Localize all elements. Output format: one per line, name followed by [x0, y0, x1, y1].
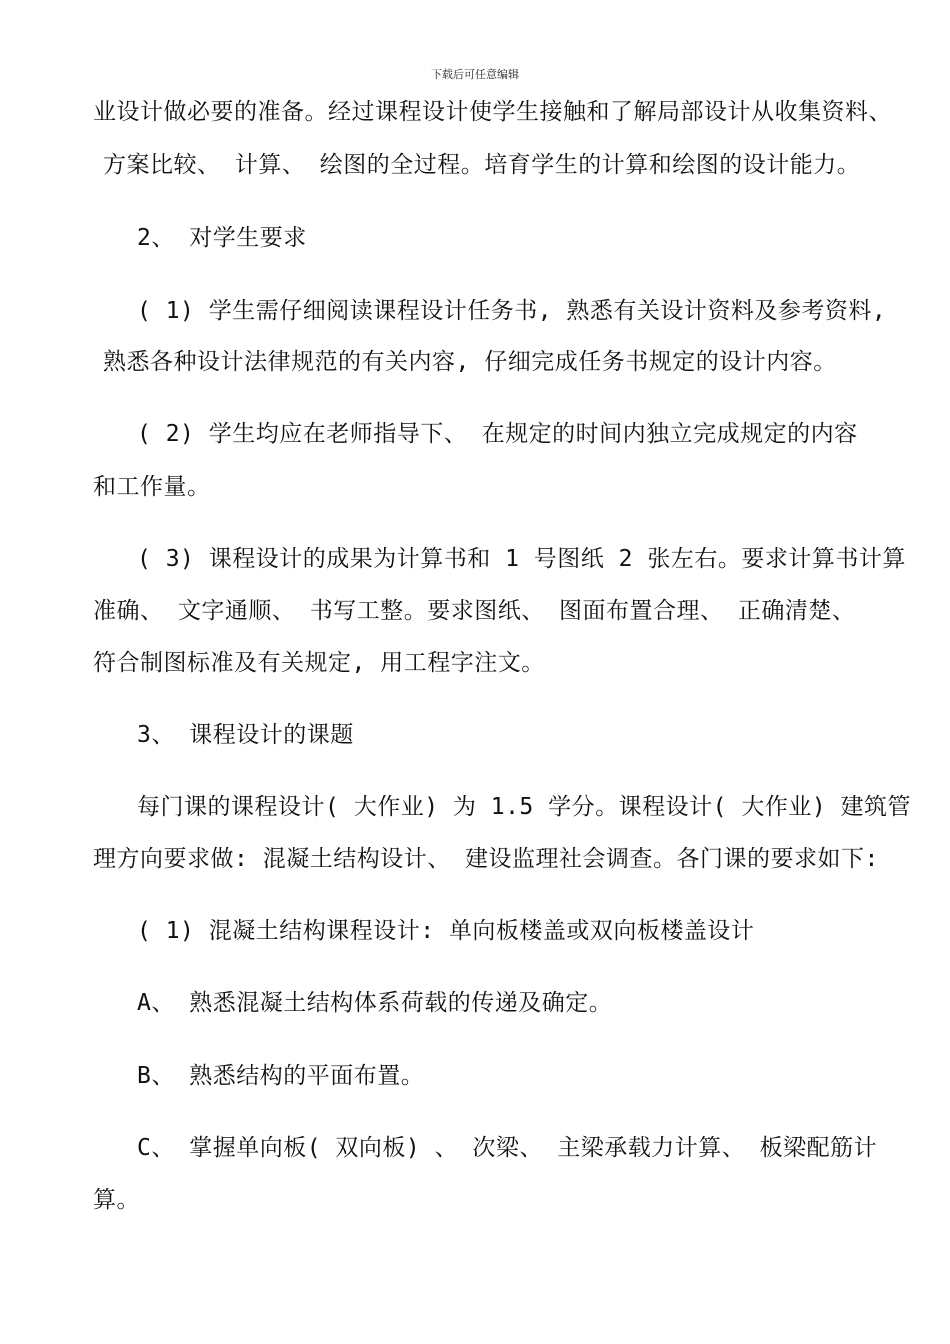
paragraph-line-2: 方案比较、 计算、 绘图的全过程。培育学生的计算和绘图的设计能力。 — [103, 152, 861, 178]
requirement-3-line-2: 准确、 文字通顺、 书写工整。要求图纸、 图面布置合理、 正确清楚、 — [93, 598, 856, 624]
section-heading-3: 3、 课程设计的课题 — [137, 722, 354, 748]
topic-paragraph-line-2: 理方向要求做: 混凝土结构设计、 建设监理社会调查。各门课的要求如下: — [93, 846, 879, 872]
requirement-3-line-1: ( 3) 课程设计的成果为计算书和 1 号图纸 2 张左右。要求计算书计算 — [137, 546, 906, 572]
section-heading-2: 2、 对学生要求 — [137, 225, 307, 251]
requirement-2-line-1: ( 2) 学生均应在老师指导下、 在规定的时间内独立完成规定的内容 — [137, 421, 858, 447]
requirement-2-line-2: 和工作量。 — [93, 474, 211, 500]
topic-item-c-line-2: 算。 — [93, 1187, 140, 1213]
paragraph-line-1: 业设计做必要的准备。经过课程设计使学生接触和了解局部设计从收集资料、 — [93, 99, 892, 125]
page-header-note: 下载后可任意编辑 — [431, 68, 519, 81]
topic-item-b: B、 熟悉结构的平面布置。 — [137, 1063, 425, 1089]
requirement-3-line-3: 符合制图标准及有关规定, 用工程字注文。 — [93, 650, 545, 676]
requirement-1-line-1: ( 1) 学生需仔细阅读课程设计任务书, 熟悉有关设计资料及参考资料, — [137, 298, 887, 324]
topic-item-c-line-1: C、 掌握单向板( 双向板) 、 次梁、 主梁承载力计算、 板梁配筋计 — [137, 1135, 878, 1161]
requirement-1-line-2: 熟悉各种设计法律规范的有关内容, 仔细完成任务书规定的设计内容。 — [103, 349, 837, 375]
topic-item-1-heading: ( 1) 混凝土结构课程设计: 单向板楼盖或双向板楼盖设计 — [137, 918, 755, 944]
topic-item-a: A、 熟悉混凝土结构体系荷载的传递及确定。 — [137, 990, 613, 1016]
topic-paragraph-line-1: 每门课的课程设计( 大作业) 为 1.5 学分。课程设计( 大作业) 建筑管 — [137, 794, 912, 820]
